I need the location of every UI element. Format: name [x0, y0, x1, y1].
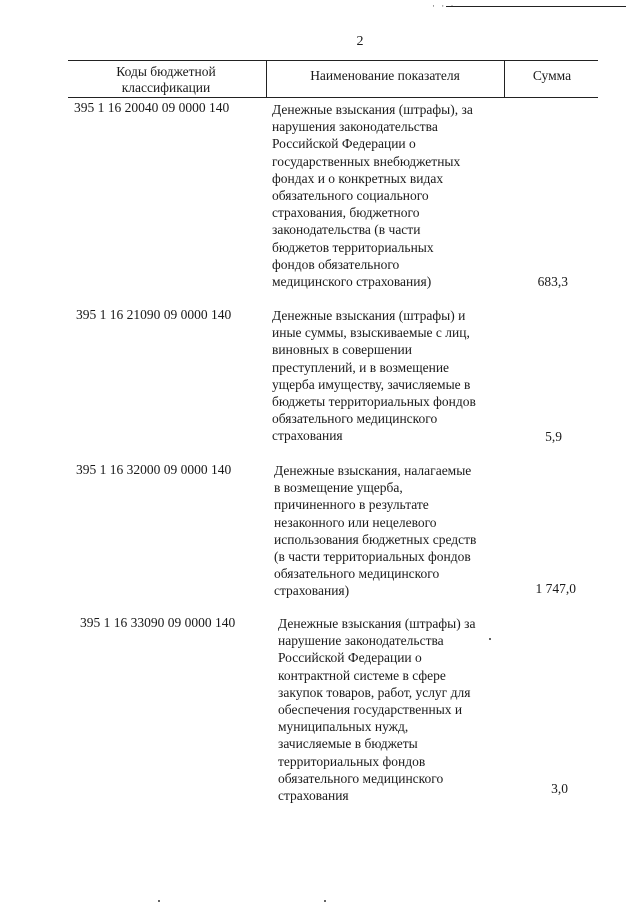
table-header	[68, 60, 598, 98]
row-name	[272, 101, 512, 290]
name-line: страхования	[272, 428, 343, 444]
header-indicator-name: Наименование показателя	[266, 61, 503, 97]
name-line: зачисляемые в бюджеты	[278, 736, 418, 752]
row-code: 395 1 16 20040 09 0000 140	[74, 100, 230, 115]
header-codes	[68, 61, 264, 100]
row-name	[278, 615, 518, 804]
name-line: обеспечения государственных и	[278, 702, 463, 718]
name-line: муниципальных нужд,	[278, 719, 409, 735]
name-line: в возмещение ущерба,	[274, 480, 403, 496]
row-name	[274, 462, 514, 600]
name-line: страхования, бюджетного	[272, 205, 420, 221]
name-line: закупок товаров, работ, услуг для	[278, 684, 471, 700]
name-line: Денежные взыскания (штрафы) за	[278, 616, 476, 631]
name-line: Денежные взыскания (штрафы), за	[272, 102, 473, 117]
name-line: обязательного медицинского	[272, 411, 438, 427]
row-name	[272, 307, 512, 445]
row-code: 395 1 16 32000 09 0000 140	[76, 462, 232, 477]
name-line: виновных в совершении	[272, 342, 412, 358]
scan-line	[446, 6, 626, 7]
header-sum: Сумма	[504, 61, 599, 97]
name-line: медицинского страхования)	[272, 274, 432, 290]
name-line: обязательного медицинского	[274, 566, 440, 582]
name-line: иные суммы, взыскиваемые с лиц,	[272, 325, 470, 341]
name-line: использования бюджетных средств	[274, 531, 477, 547]
name-line: страхования	[278, 788, 349, 804]
header-codes-line1: Коды бюджетной	[116, 64, 216, 79]
name-line: Российской Федерации о	[278, 650, 422, 666]
row-amount: 3,0	[551, 781, 568, 796]
name-line: незаконного или нецелевого	[274, 514, 437, 530]
row-amount: 1 747,0	[535, 581, 576, 596]
scan-speck	[489, 638, 491, 640]
name-line: бюджетов территориальных	[272, 239, 434, 255]
name-line: фондов обязательного	[272, 256, 400, 272]
name-line: контрактной системе в сфере	[278, 667, 446, 683]
name-line: Денежные взыскания (штрафы) и	[272, 308, 466, 323]
scan-artifact: · · ·	[432, 1, 456, 11]
row-amount: 5,9	[545, 429, 562, 444]
name-line: причиненного в результате	[274, 497, 429, 513]
name-line: Денежные взыскания, налагаемые	[274, 463, 472, 478]
name-line: нарушения законодательства	[272, 119, 438, 135]
page-number: 2	[356, 34, 364, 49]
row-code: 395 1 16 21090 09 0000 140	[76, 307, 232, 322]
name-line: законодательства (в части	[272, 222, 421, 238]
name-line: территориальных фондов	[278, 753, 426, 769]
name-line: бюджеты территориальных фондов	[272, 394, 476, 410]
name-line: государственных внебюджетных	[272, 153, 461, 169]
name-line: Российской Федерации о	[272, 136, 416, 152]
name-line: (в части территориальных фондов	[274, 549, 471, 565]
scan-speck	[324, 900, 326, 902]
name-line: фондах и о конкретных видах	[272, 170, 444, 186]
header-codes-line2: классификации	[121, 80, 211, 95]
row-code: 395 1 16 33090 09 0000 140	[80, 615, 236, 630]
name-line: нарушение законодательства	[278, 633, 444, 649]
name-line: обязательного медицинского	[278, 770, 444, 786]
name-line: страхования)	[274, 583, 350, 599]
row-amount: 683,3	[537, 274, 568, 289]
name-line: ущерба имуществу, зачисляемые в	[272, 376, 471, 392]
name-line: преступлений, и в возмещение	[272, 359, 450, 375]
scan-speck	[158, 900, 160, 902]
name-line: обязательного социального	[272, 188, 429, 204]
